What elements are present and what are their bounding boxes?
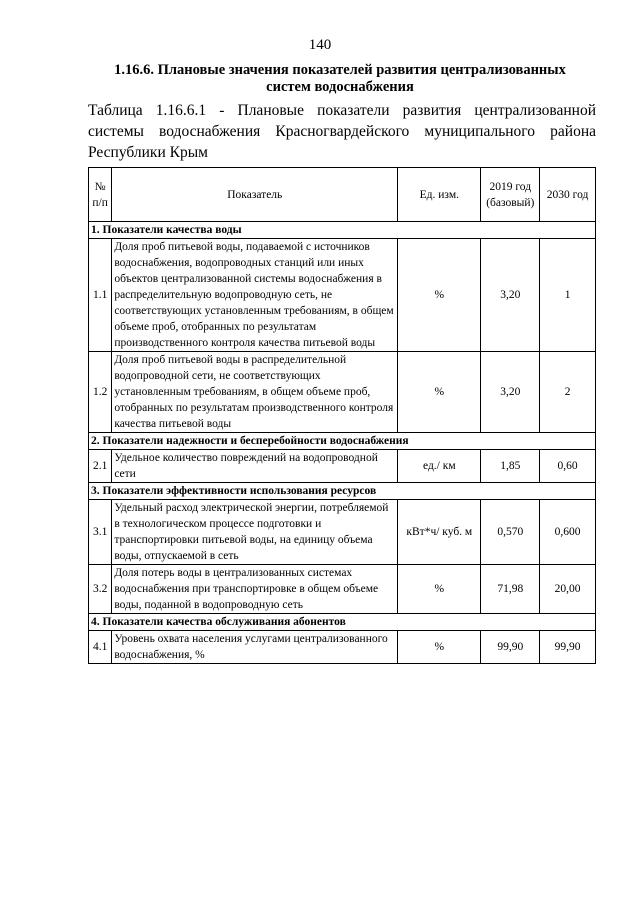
- section-title: 2. Показатели надежности и бесперебойности водоснабжения: [89, 433, 596, 450]
- row-indicator: Удельное количество повреждений на водопроводной сети: [112, 450, 398, 483]
- row-num: 1.2: [89, 352, 112, 433]
- row-value-2030: 0,600: [540, 500, 596, 565]
- table-row: [89, 239, 596, 352]
- table-header-row: [89, 168, 596, 222]
- section-title: 4. Показатели качества обслуживания абонентов: [89, 614, 596, 631]
- row-indicator: Доля проб питьевой воды, подаваемой с источников водоснабжения, водопроводных станций или иных объектов централизованной системы водоснабжения в распределительную водопроводную сеть, не соответствующих установленным требованиям, в общем объеме проб, отобранных по результатам производственного контроля качества питьевой воды: [112, 239, 398, 352]
- row-unit: %: [398, 352, 481, 433]
- header-indicator: Показатель: [112, 168, 398, 222]
- header-2019: 2019 год (базовый): [481, 168, 540, 222]
- section-row: [89, 614, 596, 631]
- header-unit: Ед. изм.: [398, 168, 481, 222]
- row-indicator: Доля потерь воды в централизованных системах водоснабжения при транспортировке в общем объеме воды, поданной в водопроводную сеть: [112, 565, 398, 614]
- row-num: 3.2: [89, 565, 112, 614]
- row-unit: %: [398, 631, 481, 664]
- row-value-2030: 2: [540, 352, 596, 433]
- row-unit: %: [398, 239, 481, 352]
- row-unit: кВт*ч/ куб. м: [398, 500, 481, 565]
- section-heading: [80, 62, 600, 96]
- row-num: 2.1: [89, 450, 112, 483]
- page-number: 140: [308, 37, 332, 53]
- section-title: 1. Показатели качества воды: [89, 222, 596, 239]
- section-row: [89, 222, 596, 239]
- row-unit: %: [398, 565, 481, 614]
- header-2030: 2030 год: [540, 168, 596, 222]
- row-value-2019: 3,20: [481, 352, 540, 433]
- section-heading-line-1: 1.16.6. Плановые значения показателей развития централизованных: [114, 62, 566, 78]
- row-unit: ед./ км: [398, 450, 481, 483]
- table-row: [89, 631, 596, 664]
- row-value-2019: 0,570: [481, 500, 540, 565]
- row-value-2019: 3,20: [481, 239, 540, 352]
- row-num: 4.1: [89, 631, 112, 664]
- section-heading-line-2: систем водоснабжения: [266, 79, 414, 95]
- row-value-2030: 1: [540, 239, 596, 352]
- row-value-2019: 71,98: [481, 565, 540, 614]
- table-caption: Таблица 1.16.6.1 - Плановые показатели развития централизованной системы водоснабжения Красногвардейского муниципального района Республики Крым: [88, 102, 596, 161]
- row-indicator: Уровень охвата населения услугами централизованного водоснабжения, %: [112, 631, 398, 664]
- section-row: [89, 483, 596, 500]
- table-row: [89, 352, 596, 433]
- row-indicator: Удельный расход электрической энергии, потребляемой в технологическом процессе подготовки и транспортировки питьевой воды, на единицу объема воды, отпускаемой в сеть: [112, 500, 398, 565]
- row-num: 3.1: [89, 500, 112, 565]
- row-value-2030: 99,90: [540, 631, 596, 664]
- table-row: [89, 450, 596, 483]
- row-indicator: Доля проб питьевой воды в распределительной водопроводной сети, не соответствующих установленным требованиям, в общем объеме проб, отобранных по результатам производственного контроля качества питьевой воды: [112, 352, 398, 433]
- row-value-2019: 99,90: [481, 631, 540, 664]
- row-value-2030: 0,60: [540, 450, 596, 483]
- section-title: 3. Показатели эффективности использования ресурсов: [89, 483, 596, 500]
- header-num: № п/п: [89, 168, 112, 222]
- table-row: [89, 565, 596, 614]
- table-row: [89, 500, 596, 565]
- indicators-table: [88, 167, 596, 664]
- section-row: [89, 433, 596, 450]
- row-num: 1.1: [89, 239, 112, 352]
- row-value-2030: 20,00: [540, 565, 596, 614]
- row-value-2019: 1,85: [481, 450, 540, 483]
